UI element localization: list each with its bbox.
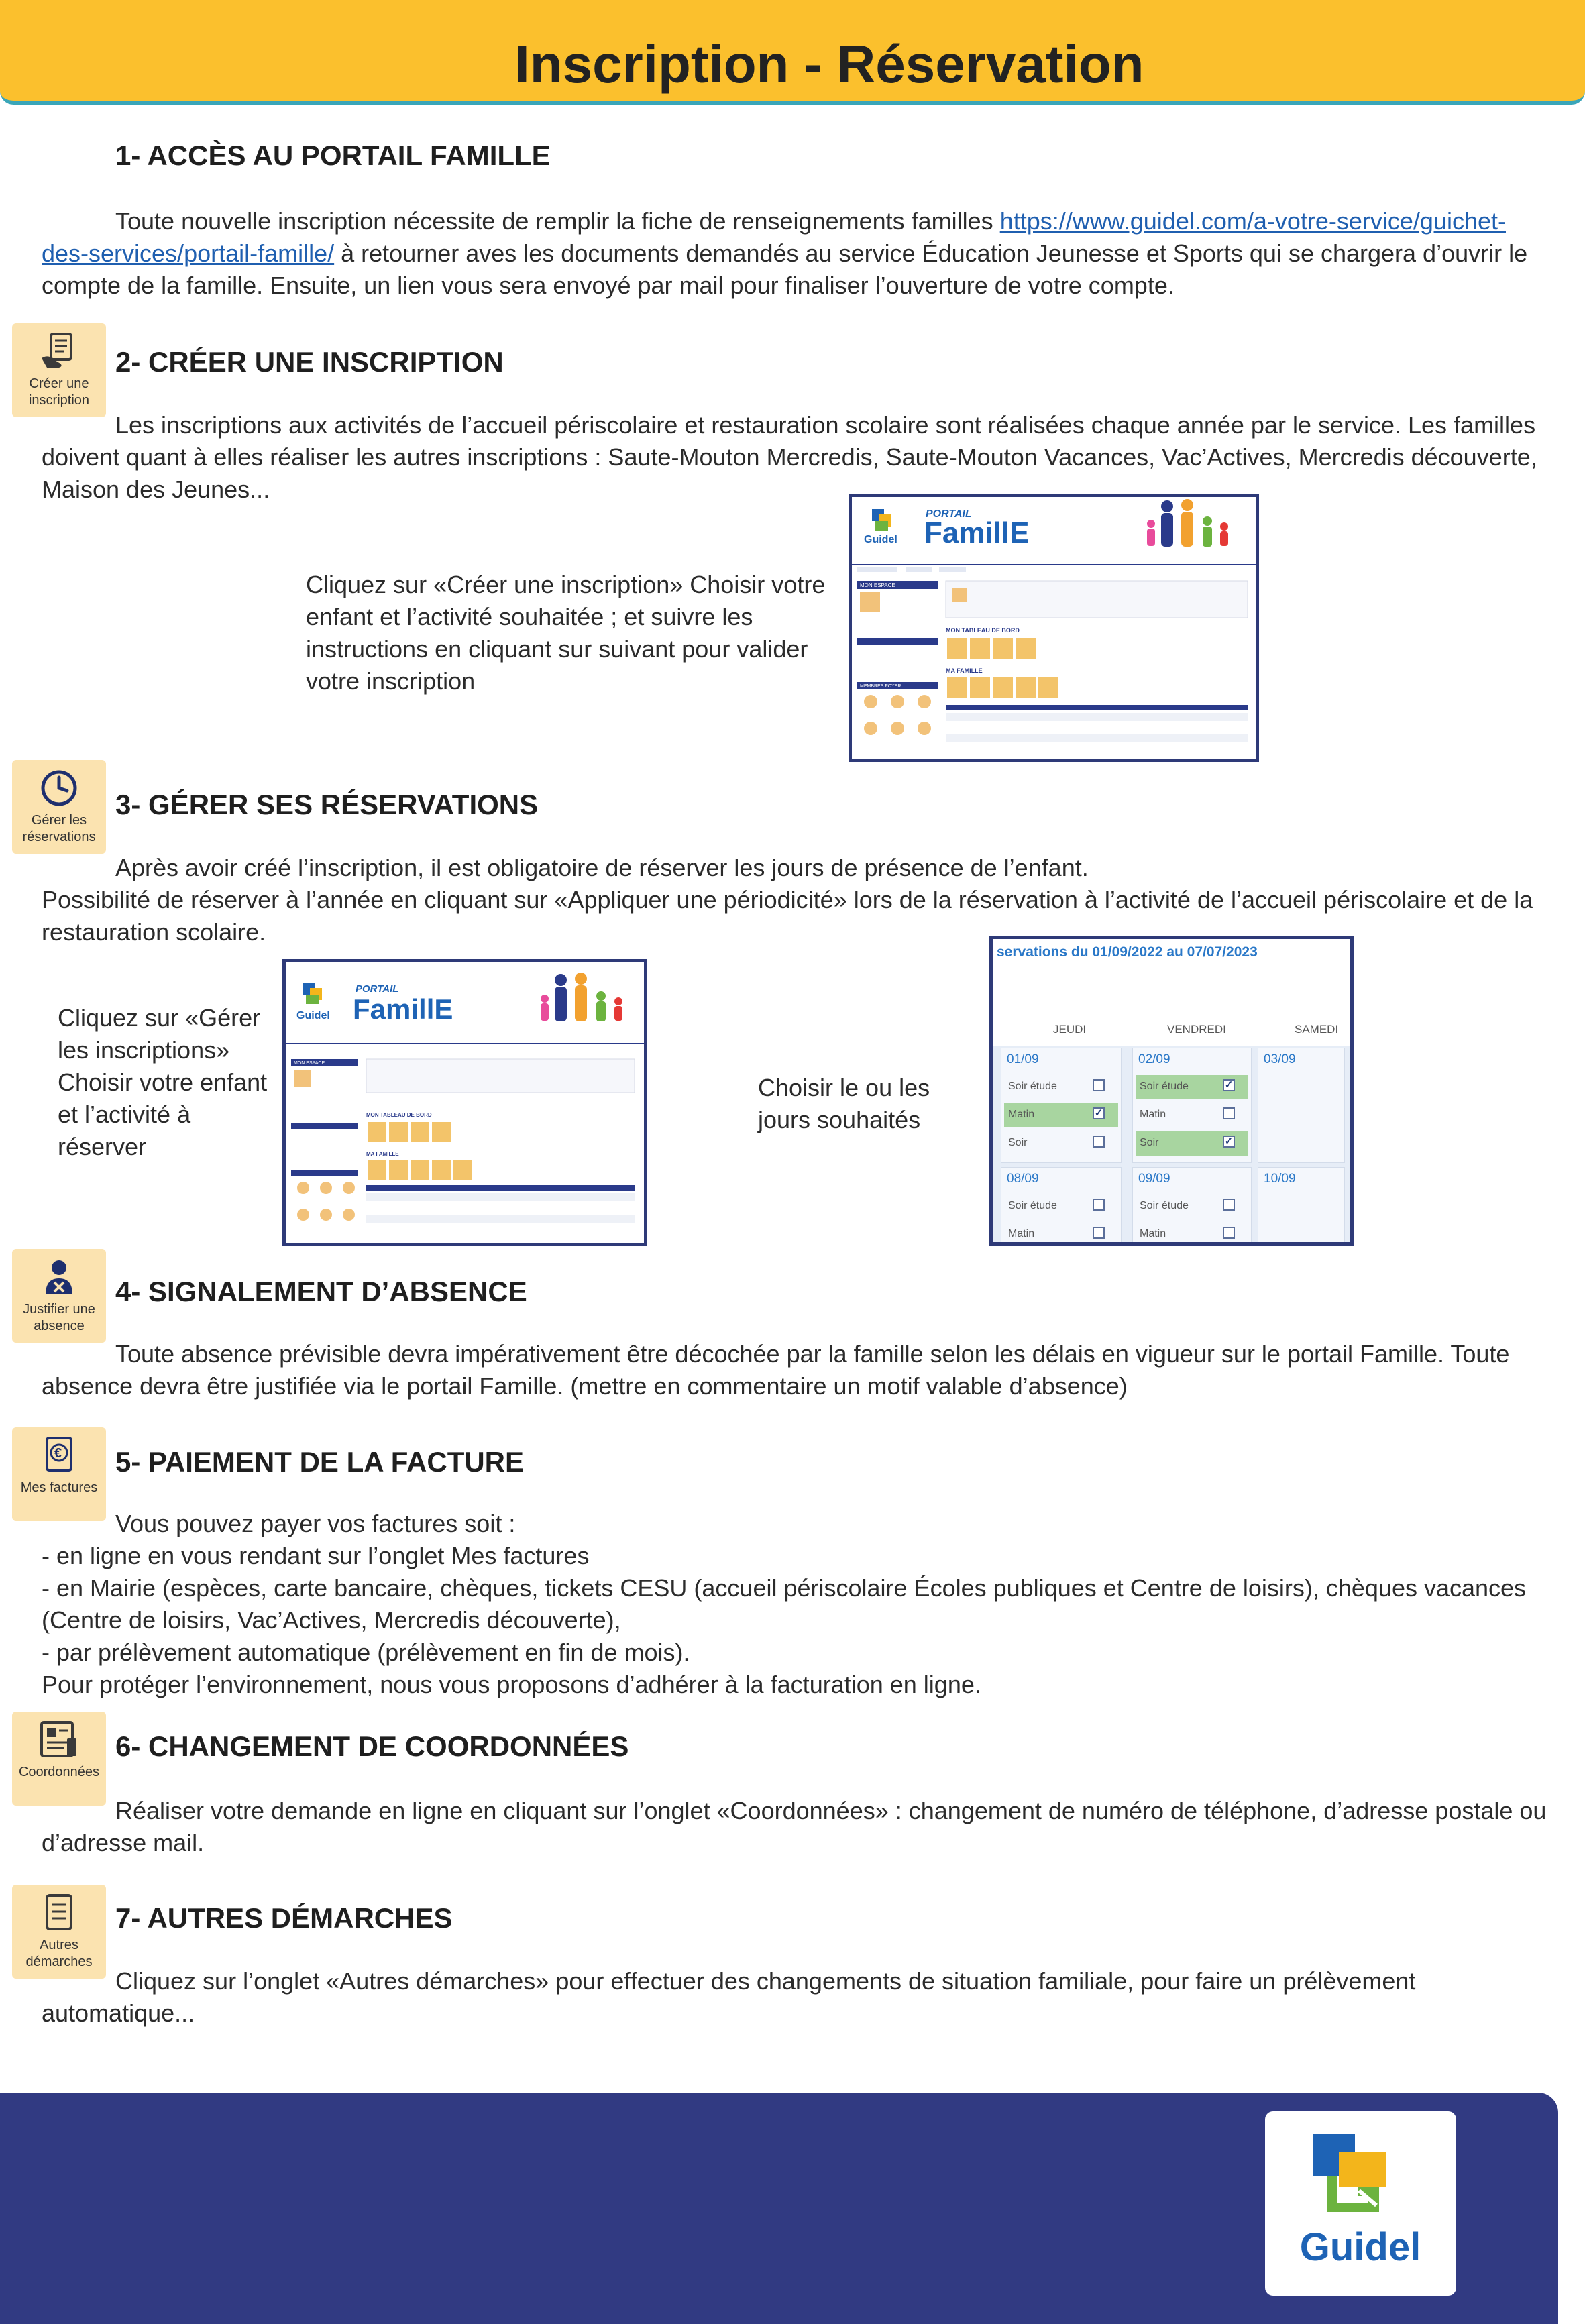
- create-inscription-tile: [12, 323, 106, 417]
- portal-logo-text: Guidel: [296, 1010, 330, 1021]
- calendar-range-header: servations du 01/09/2022 au 07/07/2023: [997, 944, 1258, 960]
- tile-label: Justifier une absence: [23, 1302, 95, 1333]
- day-header: VENDREDI: [1167, 1023, 1226, 1036]
- justify-absence-tile: [12, 1249, 106, 1343]
- reservation-slot[interactable]: [1136, 1223, 1248, 1246]
- calendar-date: 02/09: [1138, 1052, 1170, 1066]
- portal-screenshot-2: [282, 959, 647, 1246]
- invoices-tile: [12, 1427, 106, 1521]
- section-3-text: Après avoir créé l’inscription, il est obligatoire de réserver les jours de présence de l’enfant. Possibilité de réserver à l’année en cliquant sur «Appliquer une périodicité» lors de la réservation à l’activité de l’accueil périscolaire et de la restauration scolaire.: [42, 854, 1533, 946]
- menu-tableau-de-bord: MON TABLEAU DE BORD: [946, 627, 1020, 634]
- day-header: JEUDI: [1053, 1023, 1087, 1036]
- menu-tableau-de-bord: MON TABLEAU DE BORD: [366, 1112, 432, 1118]
- portal-brand-small: PORTAIL: [926, 508, 972, 520]
- tile-label: Autres démarches: [25, 1938, 93, 1969]
- checked-checkbox[interactable]: ✓: [1223, 1136, 1235, 1148]
- slot-label: Matin: [1008, 1109, 1035, 1120]
- menu-ma-famille: MA FAMILLE: [946, 667, 983, 674]
- contact-details-tile: [12, 1712, 106, 1806]
- guidel-logo: [1265, 2111, 1456, 2296]
- calendar-grid: [993, 1046, 1350, 1246]
- section-3-caption-left: Cliquez sur «Gérer les inscriptions» Choisir votre enfant et l’activité à réserver: [58, 1004, 268, 1160]
- calendar-day-headers: [993, 1023, 1350, 1044]
- empty-checkbox[interactable]: [1093, 1136, 1105, 1148]
- other-procedures-tile: [12, 1885, 106, 1979]
- empty-checkbox[interactable]: [1223, 1227, 1235, 1239]
- checked-checkbox[interactable]: ✓: [1223, 1079, 1235, 1091]
- section-4-text: Toute absence prévisible devra impérativement être décochée par la famille selon les délais en vigueur sur le portail Famille. Toute absence devra être justifiée via le portail Famille. (mettre en commentaire un motif valable d’absence): [42, 1340, 1510, 1400]
- empty-checkbox[interactable]: [1093, 1079, 1105, 1091]
- calendar-screenshot: [989, 936, 1354, 1246]
- portal-screenshot-drawing: [286, 962, 644, 1243]
- slot-label: Matin: [1008, 1228, 1035, 1239]
- section-5-text: Vous pouvez payer vos factures soit : - en ligne en vous rendant sur l’onglet Mes factures - en Mairie (espèces, carte bancaire, chèques, tickets CESU (accueil périscolaire Écoles publiques et Centre de loisirs), chèques vacances (Centre de loisirs, Vac’Actives, Mercredis découverte), - par prélèvement automatique (prélèvement en fin de mois). Pour protéger l’environnement, nous vous proposons d’adhérer à la facturation en ligne.: [42, 1510, 1527, 1698]
- portal-brand-big: FamillE: [353, 993, 453, 1025]
- section-1-title: 1- ACCÈS AU PORTAIL FAMILLE: [115, 140, 551, 171]
- portal-logo-text: Guidel: [864, 534, 897, 545]
- reservation-slot[interactable]: [1004, 1223, 1118, 1246]
- page-header: [0, 0, 1585, 105]
- tile-label: Coordonnées: [18, 1765, 100, 1779]
- euro-icon: [38, 1435, 80, 1476]
- menu-mon-espace: MON ESPACE: [860, 582, 895, 588]
- menu-mon-espace: MON ESPACE: [294, 1061, 325, 1066]
- person-cross-icon: [38, 1257, 80, 1297]
- section-2-title: 2- CRÉER UNE INSCRIPTION: [115, 346, 504, 378]
- page-title: Inscription - Réservation: [514, 34, 1144, 94]
- calendar-day-cell: [1258, 1167, 1345, 1246]
- slot-label: Soir étude: [1140, 1200, 1189, 1211]
- portal-brand-small: PORTAIL: [356, 983, 399, 995]
- reservation-slot[interactable]: [1004, 1195, 1118, 1219]
- portal-screenshot-drawing: [852, 497, 1256, 759]
- manage-reservations-tile: [12, 760, 106, 854]
- reservation-slot[interactable]: [1004, 1131, 1118, 1156]
- calendar-date: 09/09: [1138, 1172, 1170, 1186]
- form-hand-icon: [38, 331, 80, 372]
- reservation-slot[interactable]: [1136, 1131, 1248, 1156]
- footer-logo-text: Guidel: [1299, 2225, 1421, 2269]
- calendar-date: 03/09: [1264, 1052, 1296, 1066]
- section-2-text: Les inscriptions aux activités de l’accueil périscolaire et restauration scolaire sont réalisées chaque année par le service. Les familles doivent quant à elles réaliser les autres inscriptions : Saute-Mouton Mercredis, Saute-Mouton Vacances, Vac’Actives, Mercredis découverte, Maison des Jeunes...: [42, 411, 1537, 503]
- calendar-date: 08/09: [1007, 1172, 1039, 1186]
- contact-card-icon: [38, 1720, 80, 1760]
- reservation-slot[interactable]: [1136, 1195, 1248, 1219]
- slot-label: Soir étude: [1140, 1081, 1189, 1092]
- calendar-day-cell: [1001, 1048, 1122, 1163]
- section-7-title: 7- AUTRES DÉMARCHES: [115, 1902, 453, 1934]
- menu-ma-famille: MA FAMILLE: [366, 1151, 399, 1157]
- empty-checkbox[interactable]: [1223, 1107, 1235, 1119]
- slot-label: Matin: [1140, 1109, 1166, 1120]
- empty-checkbox[interactable]: [1223, 1199, 1235, 1211]
- calendar-day-cell: [1132, 1167, 1252, 1246]
- slot-label: Matin: [1140, 1228, 1166, 1239]
- guidel-logo-mark: [1265, 2111, 1456, 2296]
- slot-label: Soir: [1140, 1137, 1159, 1148]
- svg-text:€: €: [54, 1446, 62, 1461]
- tile-label: Créer une inscription: [28, 376, 90, 408]
- clock-icon: [38, 768, 80, 808]
- reservation-slot[interactable]: [1004, 1103, 1118, 1127]
- tile-label: Mes factures: [20, 1480, 98, 1495]
- portal-brand-big: FamillE: [924, 516, 1030, 549]
- reservation-slot[interactable]: [1136, 1103, 1248, 1127]
- calendar-date: 10/09: [1264, 1172, 1296, 1186]
- section-6-title: 6- CHANGEMENT DE COORDONNÉES: [115, 1730, 629, 1762]
- portal-screenshot-1: [849, 494, 1259, 762]
- calendar-date: 01/09: [1007, 1052, 1039, 1066]
- section-5-title: 5- PAIEMENT DE LA FACTURE: [115, 1446, 525, 1478]
- document-icon: [38, 1893, 80, 1933]
- calendar-day-cell: [1258, 1048, 1345, 1163]
- empty-checkbox[interactable]: [1093, 1199, 1105, 1211]
- checked-checkbox[interactable]: ✓: [1093, 1107, 1105, 1119]
- menu-membres-foyer: MEMBRES FOYER: [860, 684, 901, 689]
- slot-label: Soir: [1008, 1137, 1028, 1148]
- reservation-slot[interactable]: [1004, 1075, 1118, 1099]
- empty-checkbox[interactable]: [1093, 1227, 1105, 1239]
- section-3-title: 3- GÉRER SES RÉSERVATIONS: [115, 789, 539, 820]
- slot-label: Soir étude: [1008, 1200, 1057, 1211]
- section-6-text: Réaliser votre demande en ligne en cliquant sur l’onglet «Coordonnées» : changement de numéro de téléphone, d’adresse postale ou d’adresse mail.: [42, 1797, 1547, 1857]
- calendar-day-cell: [1132, 1048, 1252, 1163]
- tile-label: Gérer les réservations: [22, 813, 96, 844]
- slot-label: Soir étude: [1008, 1081, 1057, 1092]
- calendar-day-cell: [1001, 1167, 1122, 1246]
- portail-famille-link[interactable]: https://www.guidel.com/a-votre-service/guichet-des-services/portail-famille/: [42, 207, 1506, 267]
- day-header: SAMEDI: [1295, 1023, 1339, 1036]
- section-1-text: Toute nouvelle inscription nécessite de remplir la fiche de renseignements familles https://www.guidel.com/a-votre-service/guichet-des-services/portail-famille/ à retourner aves les documents demandés au service Éducation Jeunesse et Sports qui se chargera d’ouvrir le compte de la famille. Ensuite, un lien vous sera envoyé par mail pour finaliser l’ouverture de votre compte.: [42, 207, 1528, 299]
- section-7-text: Cliquez sur l’onglet «Autres démarches» pour effectuer des changements de situation familiale, pour faire un prélèvement automatique...: [42, 1967, 1416, 2027]
- section-4-title: 4- SIGNALEMENT D’ABSENCE: [115, 1276, 527, 1307]
- reservation-slot[interactable]: [1136, 1075, 1248, 1099]
- section-3-caption-right: Choisir le ou les jours souhaités: [758, 1074, 930, 1133]
- section-2-caption: Cliquez sur «Créer une inscription» Choisir votre enfant et l’activité souhaitée ; et suivre les instructions en cliquant sur suivant pour valider votre inscription: [306, 571, 826, 695]
